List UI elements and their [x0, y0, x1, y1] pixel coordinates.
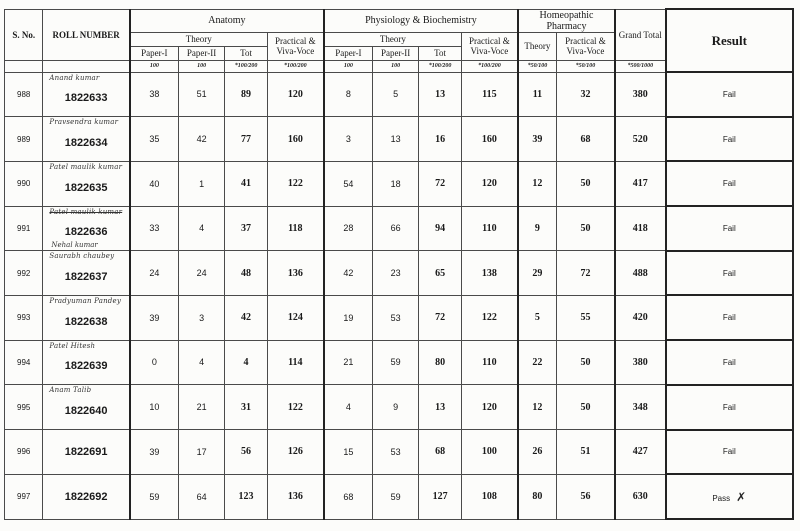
- row-roll-number: 1822633: [64, 92, 108, 105]
- row-roll-cell: [43, 430, 130, 475]
- header-physio-tot: Tot: [419, 46, 461, 60]
- row-sno: 990: [5, 161, 43, 206]
- header-anatomy-theory: Theory: [130, 32, 267, 46]
- cell-physio-practical: 115: [461, 72, 518, 117]
- row-roll-cell: [43, 251, 130, 296]
- cell-anatomy-practical: 126: [267, 430, 324, 475]
- cell-grand-total: 417: [615, 161, 666, 206]
- cell-homeo-practical: 32: [556, 72, 615, 117]
- cell-grand-total: 427: [615, 430, 666, 475]
- row-roll-cell: [43, 72, 130, 117]
- row-roll-cell: [43, 206, 130, 251]
- cell-result: Fail: [666, 385, 793, 430]
- cell-anatomy-paper2: 1: [178, 161, 224, 206]
- row-roll-number: 1822639: [64, 360, 108, 373]
- cell-anatomy-paper2: 64: [178, 474, 224, 519]
- cell-homeo-theory: 5: [518, 295, 556, 340]
- cell-anatomy-practical: 120: [267, 72, 324, 117]
- cell-physio-practical: 120: [461, 161, 518, 206]
- cell-physio-tot: 16: [419, 117, 461, 162]
- cell-result: Fail: [666, 295, 793, 340]
- cell-physio-practical: 108: [461, 474, 518, 519]
- cell-homeo-practical: 50: [556, 206, 615, 251]
- cell-physio-practical: 138: [461, 251, 518, 296]
- cell-physio-paper1: 28: [324, 206, 373, 251]
- cell-result: Fail: [666, 251, 793, 296]
- cell-anatomy-practical: 122: [267, 385, 324, 430]
- cell-anatomy-tot: 123: [225, 474, 267, 519]
- cell-result: Fail: [666, 340, 793, 385]
- cell-grand-total: 380: [615, 340, 666, 385]
- table-row: [5, 251, 794, 296]
- row-roll-number: 1822634: [64, 137, 108, 150]
- cell-physio-paper1: 15: [324, 430, 373, 475]
- max-grand-total: *500/1000: [615, 60, 666, 72]
- header-anatomy-paper1: Paper-I: [130, 46, 179, 60]
- table-row: [5, 295, 794, 340]
- cell-physio-paper1: 8: [324, 72, 373, 117]
- cell-anatomy-paper1: 39: [130, 295, 179, 340]
- row-roll-number: 1822640: [64, 405, 108, 418]
- table-row: [5, 385, 794, 430]
- header-anatomy-practical: Practical & Viva-Voce: [267, 32, 324, 60]
- cell-anatomy-paper2: 21: [178, 385, 224, 430]
- cell-anatomy-paper2: 4: [178, 206, 224, 251]
- cell-physio-paper2: 9: [372, 385, 418, 430]
- max-homeo-theory: *50/100: [518, 60, 556, 72]
- cell-physio-paper2: 66: [372, 206, 418, 251]
- row-roll-cell: [43, 474, 130, 519]
- cell-physio-paper2: 5: [372, 72, 418, 117]
- cell-physio-tot: 65: [419, 251, 461, 296]
- row-roll-number: 1822636: [64, 226, 108, 239]
- cell-anatomy-paper1: 38: [130, 72, 179, 117]
- cell-grand-total: 488: [615, 251, 666, 296]
- header-anatomy: Anatomy: [130, 9, 324, 32]
- cell-physio-paper1: 3: [324, 117, 373, 162]
- cell-homeo-practical: 51: [556, 430, 615, 475]
- cell-homeo-theory: 12: [518, 385, 556, 430]
- max-physio-practical: *100/200: [461, 60, 518, 72]
- cell-physio-paper1: 68: [324, 474, 373, 519]
- row-roll-cell: [43, 340, 130, 385]
- cell-anatomy-paper2: 42: [178, 117, 224, 162]
- row-roll-number: 1822635: [64, 181, 108, 194]
- cell-physio-paper1: 4: [324, 385, 373, 430]
- header-result: Result: [666, 9, 793, 72]
- header-homeo-theory: Theory: [518, 32, 556, 60]
- handwritten-name: Anam Talib: [49, 386, 92, 395]
- header-homeopathic-pharmacy: Homeopathic Pharmacy: [518, 9, 615, 32]
- table-row: [5, 72, 794, 117]
- cell-physio-practical: 100: [461, 430, 518, 475]
- table-row: [5, 474, 794, 519]
- cell-homeo-practical: 68: [556, 117, 615, 162]
- signature-mark-icon: ✗: [736, 489, 747, 504]
- cell-physio-paper2: 59: [372, 340, 418, 385]
- cell-homeo-theory: 39: [518, 117, 556, 162]
- cell-result: Fail: [666, 161, 793, 206]
- cell-anatomy-paper1: 40: [130, 161, 179, 206]
- cell-result: Fail: [666, 72, 793, 117]
- row-sno: 991: [5, 206, 43, 251]
- cell-homeo-practical: 72: [556, 251, 615, 296]
- max-physio-paper2: 100: [372, 60, 418, 72]
- cell-result: Fail: [666, 430, 793, 475]
- cell-physio-paper1: 42: [324, 251, 373, 296]
- cell-anatomy-paper1: 33: [130, 206, 179, 251]
- cell-homeo-practical: 50: [556, 340, 615, 385]
- cell-anatomy-tot: 42: [225, 295, 267, 340]
- cell-result: Fail: [666, 206, 793, 251]
- cell-physio-practical: 160: [461, 117, 518, 162]
- cell-anatomy-practical: 118: [267, 206, 324, 251]
- cell-physio-paper2: 13: [372, 117, 418, 162]
- cell-physio-tot: 68: [419, 430, 461, 475]
- cell-physio-practical: 110: [461, 206, 518, 251]
- cell-anatomy-practical: 136: [267, 251, 324, 296]
- cell-anatomy-tot: 56: [225, 430, 267, 475]
- marks-body: [5, 72, 794, 519]
- header-physiology: Physiology & Biochemistry: [324, 9, 518, 32]
- cell-physio-paper2: 53: [372, 430, 418, 475]
- header-roll-blank: [43, 60, 130, 72]
- cell-anatomy-paper1: 0: [130, 340, 179, 385]
- max-homeo-practical: *50/100: [556, 60, 615, 72]
- cell-physio-paper2: 18: [372, 161, 418, 206]
- cell-anatomy-practical: 114: [267, 340, 324, 385]
- cell-homeo-theory: 22: [518, 340, 556, 385]
- row-roll-cell: [43, 117, 130, 162]
- max-anatomy-paper2: 100: [178, 60, 224, 72]
- cell-physio-tot: 13: [419, 72, 461, 117]
- cell-anatomy-paper2: 17: [178, 430, 224, 475]
- cell-anatomy-practical: 160: [267, 117, 324, 162]
- row-roll-cell: [43, 295, 130, 340]
- header-sno: S. No.: [5, 9, 43, 60]
- cell-anatomy-paper1: 24: [130, 251, 179, 296]
- cell-physio-tot: 127: [419, 474, 461, 519]
- row-sno: 995: [5, 385, 43, 430]
- header-physio-paper2: Paper-II: [372, 46, 418, 60]
- row-sno: 996: [5, 430, 43, 475]
- cell-physio-paper2: 59: [372, 474, 418, 519]
- cell-anatomy-paper2: 4: [178, 340, 224, 385]
- cell-physio-paper1: 54: [324, 161, 373, 206]
- cell-homeo-practical: 50: [556, 161, 615, 206]
- cell-physio-practical: 122: [461, 295, 518, 340]
- cell-grand-total: 630: [615, 474, 666, 519]
- table-row: [5, 117, 794, 162]
- handwritten-name: Saurabh chaubey: [49, 252, 115, 261]
- cell-physio-paper1: 21: [324, 340, 373, 385]
- cell-physio-practical: 120: [461, 385, 518, 430]
- header-grand-total: Grand Total: [615, 9, 666, 60]
- cell-anatomy-practical: 124: [267, 295, 324, 340]
- handwritten-correction: Nehal kumar: [51, 241, 98, 250]
- cell-homeo-practical: 55: [556, 295, 615, 340]
- cell-anatomy-paper2: 24: [178, 251, 224, 296]
- cell-anatomy-practical: 136: [267, 474, 324, 519]
- row-roll-number: 1822691: [64, 445, 108, 458]
- header-roll-number: ROLL NUMBER: [43, 9, 130, 60]
- max-anatomy-paper1: 100: [130, 60, 179, 72]
- cell-homeo-practical: 56: [556, 474, 615, 519]
- max-anatomy-practical: *100/200: [267, 60, 324, 72]
- handwritten-name-struck: Patel maulik kumar: [49, 207, 123, 216]
- cell-anatomy-paper1: 39: [130, 430, 179, 475]
- table-row: [5, 430, 794, 475]
- cell-physio-tot: 72: [419, 295, 461, 340]
- handwritten-name: Patel Hitesh: [49, 341, 96, 350]
- row-sno: 994: [5, 340, 43, 385]
- table-row: [5, 206, 794, 251]
- row-sno: 997: [5, 474, 43, 519]
- cell-anatomy-tot: 77: [225, 117, 267, 162]
- cell-physio-tot: 80: [419, 340, 461, 385]
- cell-grand-total: 520: [615, 117, 666, 162]
- row-sno: 989: [5, 117, 43, 162]
- handwritten-name: Pravsendra kumar: [49, 118, 119, 127]
- header-physio-paper1: Paper-I: [324, 46, 373, 60]
- row-roll-cell: [43, 161, 130, 206]
- cell-anatomy-paper2: 51: [178, 72, 224, 117]
- cell-physio-paper2: 53: [372, 295, 418, 340]
- cell-physio-paper2: 23: [372, 251, 418, 296]
- cell-anatomy-paper2: 3: [178, 295, 224, 340]
- handwritten-name: Pradyuman Pandey: [49, 296, 121, 305]
- cell-homeo-theory: 11: [518, 72, 556, 117]
- row-roll-number: 1822692: [64, 490, 108, 503]
- cell-physio-practical: 110: [461, 340, 518, 385]
- max-physio-tot: *100/200: [419, 60, 461, 72]
- cell-physio-paper1: 19: [324, 295, 373, 340]
- cell-anatomy-paper1: 10: [130, 385, 179, 430]
- cell-anatomy-tot: 48: [225, 251, 267, 296]
- header-anatomy-paper2: Paper-II: [178, 46, 224, 60]
- cell-homeo-theory: 26: [518, 430, 556, 475]
- header-physio-practical: Practical & Viva-Voce: [461, 32, 518, 60]
- cell-physio-tot: 94: [419, 206, 461, 251]
- cell-result: [666, 474, 793, 519]
- row-roll-cell: [43, 385, 130, 430]
- marks-table: [4, 8, 794, 520]
- cell-anatomy-tot: 89: [225, 72, 267, 117]
- header-anatomy-tot: Tot: [225, 46, 267, 60]
- cell-homeo-theory: 9: [518, 206, 556, 251]
- cell-anatomy-paper1: 59: [130, 474, 179, 519]
- row-sno: 988: [5, 72, 43, 117]
- cell-homeo-practical: 50: [556, 385, 615, 430]
- cell-anatomy-tot: 37: [225, 206, 267, 251]
- cell-homeo-theory: 12: [518, 161, 556, 206]
- row-roll-number: 1822637: [64, 271, 108, 284]
- row-sno: 992: [5, 251, 43, 296]
- cell-physio-tot: 13: [419, 385, 461, 430]
- header-homeo-practical: Practical & Viva-Voce: [556, 32, 615, 60]
- result-text: Pass: [712, 493, 731, 503]
- cell-result: Fail: [666, 117, 793, 162]
- cell-homeo-theory: 29: [518, 251, 556, 296]
- row-sno: 993: [5, 295, 43, 340]
- cell-anatomy-tot: 31: [225, 385, 267, 430]
- cell-anatomy-tot: 41: [225, 161, 267, 206]
- row-roll-number: 1822638: [64, 315, 108, 328]
- cell-grand-total: 380: [615, 72, 666, 117]
- max-anatomy-tot: *100/200: [225, 60, 267, 72]
- cell-anatomy-tot: 4: [225, 340, 267, 385]
- cell-homeo-theory: 80: [518, 474, 556, 519]
- cell-grand-total: 348: [615, 385, 666, 430]
- table-row: [5, 340, 794, 385]
- header-physio-theory: Theory: [324, 32, 461, 46]
- max-physio-paper1: 100: [324, 60, 373, 72]
- table-row: [5, 161, 794, 206]
- header-sno-blank: [5, 60, 43, 72]
- handwritten-name: Anand kumar: [49, 73, 100, 82]
- cell-grand-total: 418: [615, 206, 666, 251]
- cell-anatomy-paper1: 35: [130, 117, 179, 162]
- handwritten-name: Patel maulik kumar: [49, 162, 123, 171]
- cell-grand-total: 420: [615, 295, 666, 340]
- cell-anatomy-practical: 122: [267, 161, 324, 206]
- cell-physio-tot: 72: [419, 161, 461, 206]
